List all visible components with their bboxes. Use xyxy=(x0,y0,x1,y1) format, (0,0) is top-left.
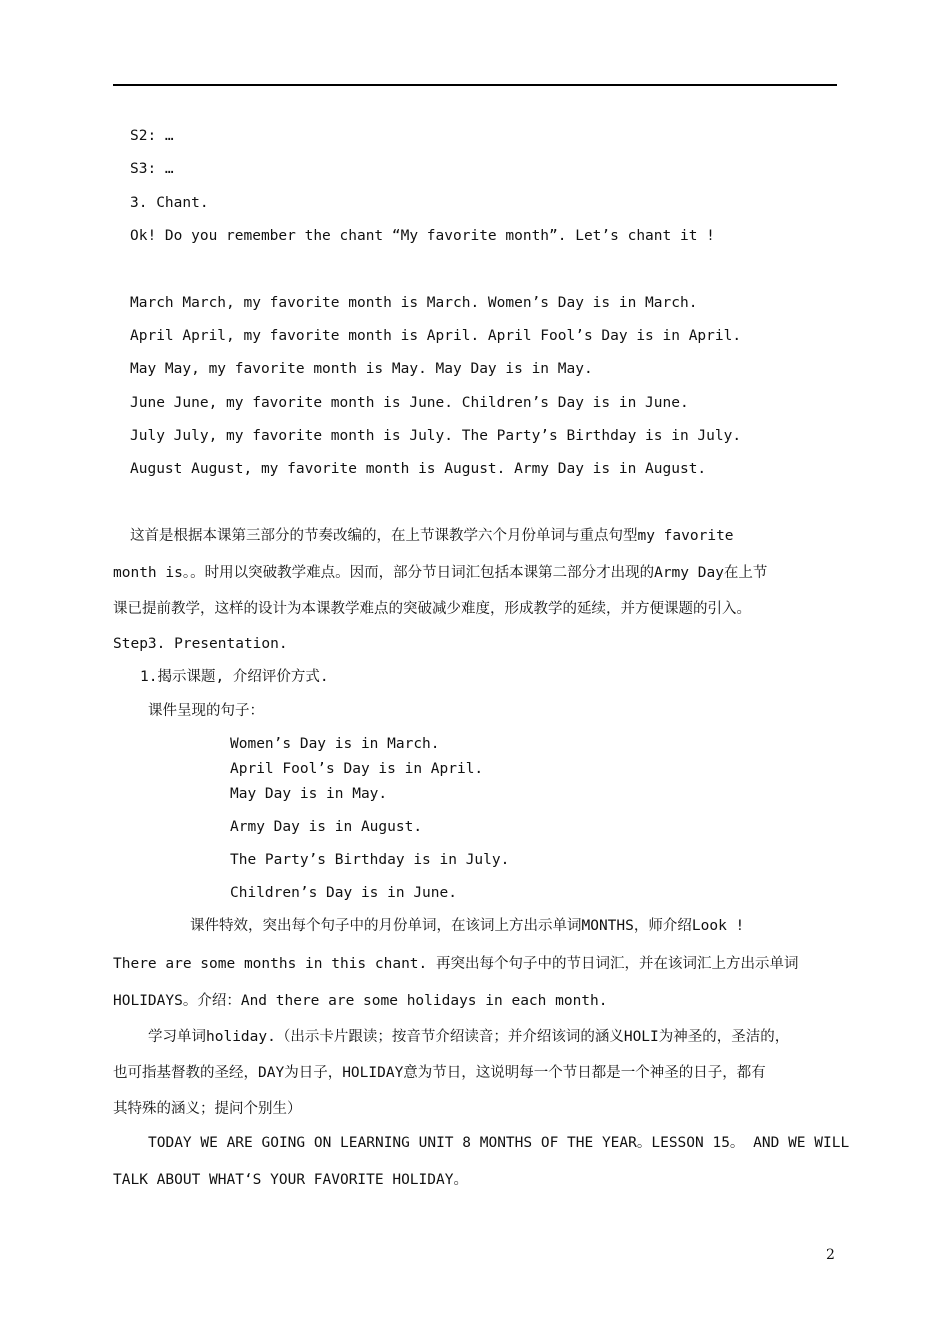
slide-sentence: May Day is in May. xyxy=(230,786,388,802)
slide-sentence: April Fool’s Day is in April. xyxy=(230,761,484,777)
chant-line-june: June June, my favorite month is June. Children’s Day is in June. xyxy=(130,395,689,411)
chant-line-august: August August, my favorite month is August. Army Day is in August. xyxy=(130,461,707,477)
dialogue-line-s3: S3: … xyxy=(130,161,174,177)
slide-sentence: The Party’s Birthday is in July. xyxy=(230,852,510,868)
step3-heading: Step3. Presentation. xyxy=(113,636,288,652)
effects-line-1: 课件特效，突出每个句子中的月份单词，在该词上方出示单词MONTHS，师介绍Look ! xyxy=(190,918,745,934)
dialogue-line-s2: S2: … xyxy=(130,128,174,144)
slide-sentence: Children’s Day is in June. xyxy=(230,885,457,901)
effects-line-3: HOLIDAYS。介绍：And there are some holidays in each month. xyxy=(113,993,608,1009)
chant-line-april: April April, my favorite month is April. April Fool’s Day is in April. xyxy=(130,328,742,344)
slide-sentence: Army Day is in August. xyxy=(230,819,423,835)
chant-line-may: May May, my favorite month is May. May Day is in May. xyxy=(130,361,593,377)
slide-sentences-label: 课件呈现的句子： xyxy=(148,703,264,719)
today-line-2: TALK ABOUT WHAT‘S YOUR FAVORITE HOLIDAY。 xyxy=(113,1172,468,1188)
step3-item-1: 1.揭示课题, 介绍评价方式. xyxy=(140,669,329,685)
commentary-line-3: 课已提前教学，这样的设计为本课教学难点的突破减少难度，形成教学的延续，并方便课题的引入。 xyxy=(113,601,751,617)
holiday-line-3: 其特殊的涵义；提问个别生） xyxy=(113,1101,302,1117)
header-rule xyxy=(113,84,837,86)
commentary-line-2: month is。。时用以突破教学难点。因而，部分节日词汇包括本课第二部分才出现的Army Day在上节 xyxy=(113,565,768,581)
page-number: 2 xyxy=(826,1247,835,1263)
chant-intro: Ok! Do you remember the chant “My favorite month”. Let’s chant it ! xyxy=(130,228,715,244)
step-chant-heading: 3. Chant. xyxy=(130,195,209,211)
slide-sentence: Women’s Day is in March. xyxy=(230,736,440,752)
holiday-line-2: 也可指基督教的圣经，DAY为日子，HOLIDAY意为节日，这说明每一个节日都是一个神圣的日子，都有 xyxy=(113,1065,766,1081)
holiday-line-1: 学习单词holiday.（出示卡片跟读；按音节介绍读音；并介绍该词的涵义HOLI为神圣的，圣洁的， xyxy=(148,1029,790,1045)
chant-line-march: March March, my favorite month is March. Women’s Day is in March. xyxy=(130,295,698,311)
effects-line-2: There are some months in this chant. 再突出每个句子中的节日词汇，并在该词汇上方出示单词 xyxy=(113,956,799,972)
chant-line-july: July July, my favorite month is July. The Party’s Birthday is in July. xyxy=(130,428,742,444)
today-line-1: TODAY WE ARE GOING ON LEARNING UNIT 8 MONTHS OF THE YEAR。LESSON 15。 AND WE WILL xyxy=(148,1135,850,1151)
commentary-line-1: 这首是根据本课第三部分的节奏改编的，在上节课教学六个月份单词与重点句型my favorite xyxy=(130,528,734,544)
